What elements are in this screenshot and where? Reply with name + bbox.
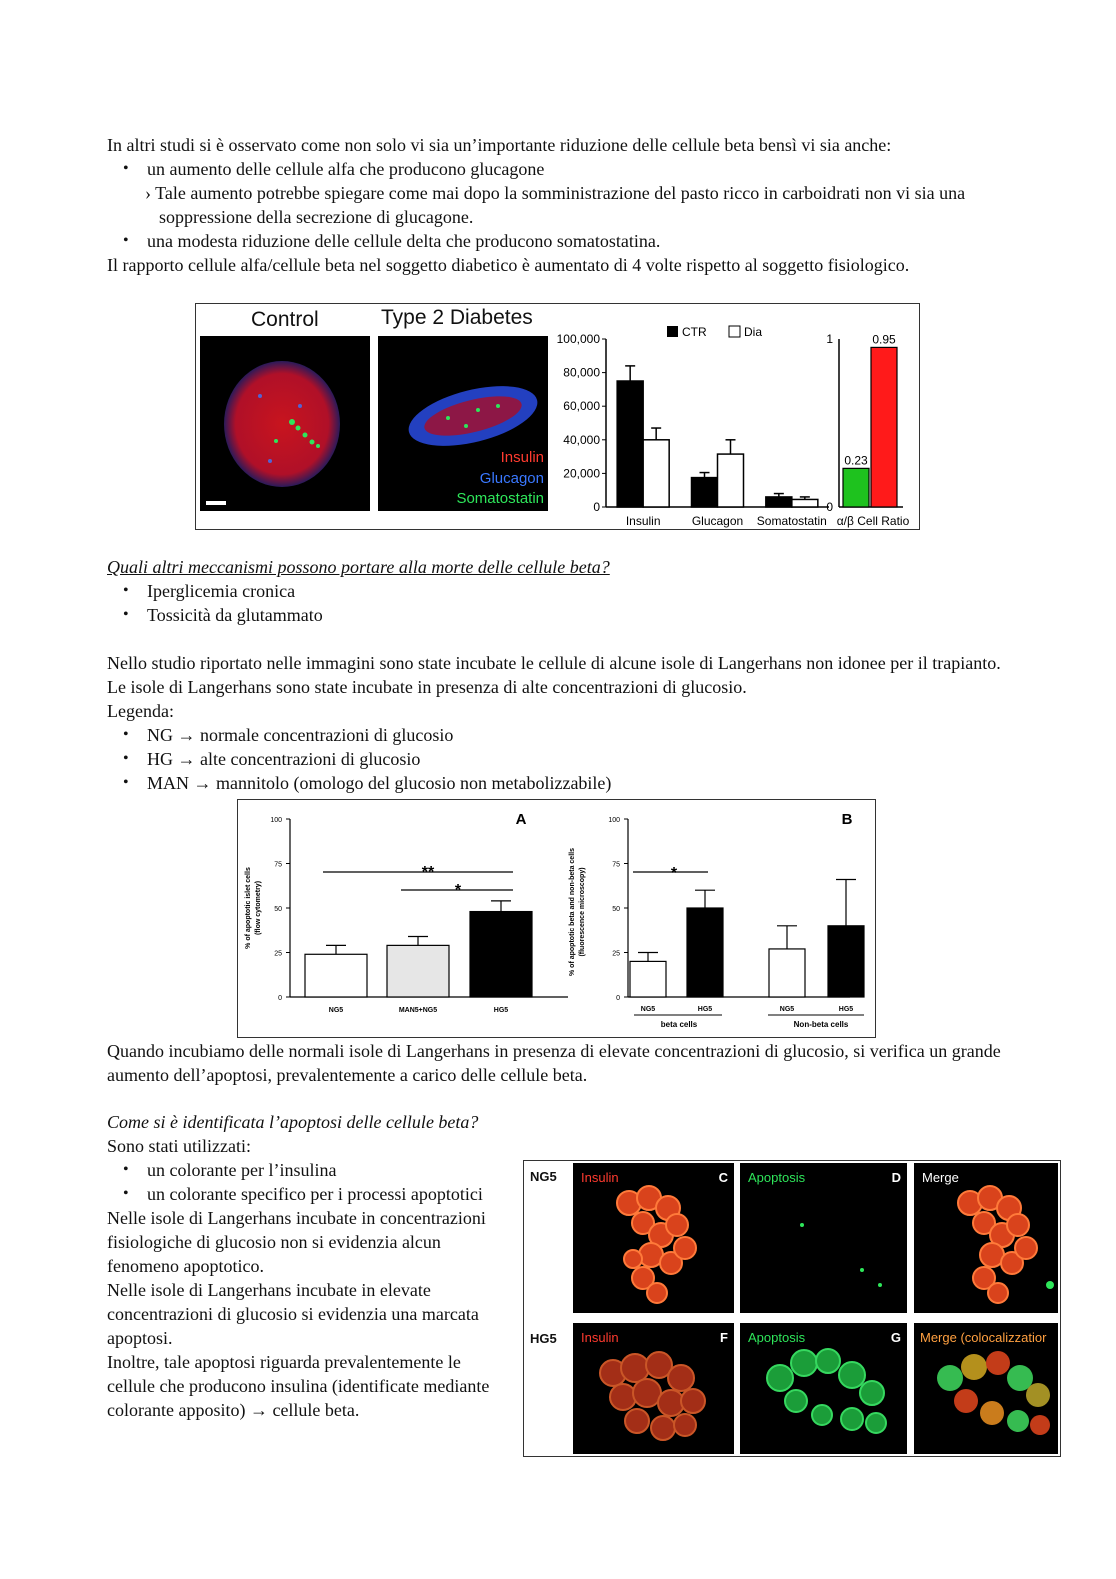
panel-b-x-label: HG5 — [838, 1006, 854, 1013]
ratio-y-tick-label: 1 — [826, 332, 833, 346]
hg5-apoptosis-panel — [740, 1323, 907, 1454]
panel-letter: F — [720, 1330, 728, 1345]
panel-a-y-tick-label: 50 — [274, 906, 282, 913]
ratio-paragraph: Il rapporto cellule alfa/cellule beta nel soggetto diabetico è aumentato di 4 volte rispetto al soggetto fisiologico. — [107, 255, 910, 275]
ratio-y-tick-label: 0 — [826, 500, 833, 514]
hg5-merge-panel — [914, 1323, 1058, 1454]
panel-a-x-label: NG5 — [328, 1007, 344, 1014]
ratio-data-label: 0.23 — [844, 453, 868, 468]
panel-b-letter: B — [841, 811, 853, 828]
panel-a-letter: A — [515, 811, 527, 828]
row-label-hg5: HG5 — [530, 1331, 557, 1346]
intro-section — [107, 133, 1007, 277]
panel-a-bar — [470, 912, 532, 997]
control-islet-image — [200, 336, 370, 511]
legend-swatch-ctr — [667, 326, 678, 337]
bar-ctr — [766, 497, 792, 507]
ratio-data-label: 0.95 — [872, 332, 896, 347]
scale-bar — [206, 501, 226, 505]
panel-b-bar — [769, 949, 805, 997]
panel-b-bar — [630, 961, 666, 997]
panel-b-y-label: % of apoptotic beta and non-beta cells — [569, 848, 576, 976]
list-item: • Iperglicemia cronica — [147, 579, 1007, 603]
panel-letter: G — [890, 1330, 901, 1345]
intro-line: In altri studi si è osservato come non solo vi sia un’importante riduzione delle cellule beta bensì vi sia anche: — [107, 135, 892, 155]
y-tick-label: 60,000 — [563, 399, 600, 414]
list-item: • un colorante specifico per i processi apoptotici — [147, 1182, 497, 1206]
sig-single-b: * — [670, 865, 678, 882]
panel-a-y-label: % of apoptotic islet cells — [245, 867, 252, 949]
x-tick-label: Somatostatin — [756, 514, 827, 528]
list-item: • un colorante per l’insulina — [147, 1158, 497, 1182]
panel-b-y-tick-label: 75 — [612, 861, 620, 869]
merge-label: Merge — [922, 1170, 959, 1185]
legend-swatch-dia — [729, 326, 740, 337]
panel-b-y-tick-label: 50 — [612, 906, 620, 913]
ratio-bar-dia — [871, 347, 897, 507]
question-title: Quali altri meccanismi possono portare alla morte delle cellule beta? — [107, 557, 610, 577]
list-item: • Tossicità da glutammato — [147, 603, 1007, 627]
dye-list — [107, 1158, 497, 1206]
sig-single: * — [454, 882, 462, 899]
panel-a-bar — [387, 945, 449, 997]
study-paragraph: Nello studio riportato nelle immagini sono state incubate le cellule di alcune isole di Langerhans non idonee per il trapianto. Le isole di Langerhans sono state incubate in presenza di alte concentrazioni di glucosio. — [107, 653, 1001, 697]
bar-dia — [718, 454, 744, 507]
panel-a-y-tick-label: 100 — [270, 817, 282, 824]
somatostatin-legend: Somatostatin — [456, 490, 544, 507]
apoptosis-label: Apoptosis — [748, 1330, 806, 1345]
y-tick-label: 40,000 — [563, 432, 600, 447]
panel-b-x-label: HG5 — [697, 1006, 713, 1013]
figure-islet-composition — [195, 303, 920, 530]
row-label-ng5: NG5 — [530, 1169, 557, 1184]
panel-b-y-tick-label: 100 — [608, 817, 620, 824]
insulin-label: Insulin — [581, 1170, 619, 1185]
question2-section — [107, 1110, 497, 1422]
panel-letter: D — [891, 1170, 901, 1185]
figure-apoptosis-bars — [237, 799, 876, 1038]
result-paragraph: Quando incubiamo delle normali isole di Langerhans in presenza di elevate concentrazioni di glucosio, si verifica un grande aumento dell’apoptosi, prevalentemente a carico delle cellule beta. — [107, 1041, 1001, 1085]
control-label: Control — [251, 308, 319, 331]
control-micrograph — [200, 336, 370, 511]
figure-fluorescence — [523, 1160, 1061, 1457]
islet-shape — [224, 361, 340, 487]
study-section — [107, 651, 1007, 795]
y-tick-label: 0 — [593, 500, 600, 514]
list-item: • NG → normale concentrazioni di glucosio — [147, 723, 1007, 747]
panel-a-y-tick-label: 75 — [274, 861, 282, 869]
panel-a-y-tick-label: 0 — [278, 995, 282, 1002]
insulin-label: Insulin — [581, 1330, 619, 1345]
ng5-merge-panel — [914, 1163, 1058, 1313]
paragraph: Nelle isole di Langerhans incubate in elevate concentrazioni di glucosio si evidenzia una marcata apoptosi. — [107, 1280, 479, 1348]
panel-b-bar — [828, 926, 864, 997]
intro-list-2 — [107, 229, 1007, 253]
panel-b-y-tick-label: 0 — [616, 995, 620, 1002]
result-section — [107, 1039, 1007, 1087]
panel-b-bar — [687, 908, 723, 997]
legend-label-ctr: CTR — [682, 325, 707, 339]
ng5-apoptosis-panel — [740, 1163, 907, 1313]
bar-dia — [792, 499, 818, 507]
glucagon-legend: Glucagon — [479, 470, 544, 487]
sub-item: › Tale aumento potrebbe spiegare come mai dopo la somministrazione del pasto ricco in carboidrati non vi sia una soppressione della secrezione di glucagone. — [145, 183, 966, 227]
hormone-chart — [551, 304, 918, 528]
panel-b-x-label: NG5 — [640, 1006, 656, 1013]
list-item: • un aumento delle cellule alfa che producono glucagone — [147, 157, 1007, 181]
question-intro: Sono stati utilizzati: — [107, 1136, 251, 1156]
panel-a-x-label: HG5 — [493, 1007, 509, 1014]
ratio-bar-ctr — [843, 468, 869, 507]
legend-label-dia: Dia — [744, 325, 763, 339]
panel-a-y-tick-label: 25 — [274, 950, 282, 958]
list-item: • HG → alte concentrazioni di glucosio — [147, 747, 1007, 771]
t2d-label: Type 2 Diabetes — [381, 306, 533, 329]
y-tick-label: 80,000 — [563, 365, 600, 380]
question-title: Come si è identificata l’apoptosi delle cellule beta? — [107, 1112, 479, 1132]
question1-section — [107, 555, 1007, 627]
legend-list — [107, 723, 1007, 795]
panel-b-y-tick-label: 25 — [612, 950, 620, 958]
panel-letter: C — [718, 1170, 728, 1185]
panel-a-bar — [305, 954, 367, 997]
panel-a-y-label-2: (flow cytometry) — [255, 880, 262, 936]
ratio-x-label: α/β Cell Ratio — [836, 514, 910, 528]
panel-b-x-label: NG5 — [779, 1006, 795, 1013]
list-item: • MAN → mannitolo (omologo del glucosio non metabolizzabile) — [147, 771, 1007, 795]
mechanism-list — [107, 579, 1007, 627]
panel-a-x-label: MAN5+NG5 — [398, 1007, 438, 1014]
sig-double: ** — [421, 864, 435, 881]
t2d-micrograph — [378, 336, 548, 511]
panel-b-y-label-2: (fluorescence microscopy) — [579, 867, 586, 957]
group-label-beta: beta cells — [660, 1020, 698, 1029]
merge-coloc-label: Merge (colocalizzatior — [920, 1330, 1047, 1345]
group-label-nonbeta: Non-beta cells — [793, 1020, 849, 1029]
paragraph: Nelle isole di Langerhans incubate in concentrazioni fisiologiche di glucosio non si evidenzia alcun fenomeno apoptotico. — [107, 1208, 486, 1276]
bar-ctr — [692, 478, 718, 507]
legend-title: Legenda: — [107, 701, 174, 721]
ng5-insulin-panel — [573, 1163, 734, 1313]
intro-list — [107, 157, 1007, 181]
insulin-legend: Insulin — [500, 449, 544, 466]
y-tick-label: 100,000 — [556, 332, 600, 346]
y-tick-label: 20,000 — [563, 466, 600, 481]
x-tick-label: Glucagon — [691, 514, 744, 528]
hg5-insulin-panel — [573, 1323, 734, 1454]
x-tick-label: Insulin — [625, 514, 661, 528]
bar-ctr — [617, 381, 643, 507]
paragraph: Inoltre, tale apoptosi riguarda prevalentemente le cellule che producono insulina (identificate mediante colorante apposito) → cellule beta. — [107, 1352, 490, 1420]
apoptosis-chart — [238, 800, 875, 1037]
apoptosis-label: Apoptosis — [748, 1170, 806, 1185]
bar-dia — [643, 440, 669, 507]
list-item: • una modesta riduzione delle cellule delta che producono somatostatina. — [147, 229, 1007, 253]
